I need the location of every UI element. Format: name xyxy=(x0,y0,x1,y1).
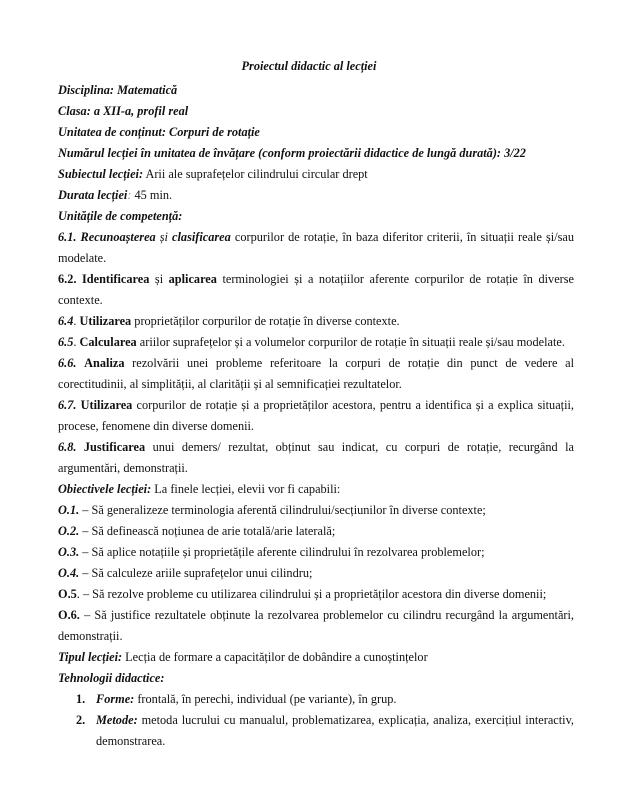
competence-item xyxy=(58,395,574,437)
objective-code: O.5 xyxy=(58,587,77,601)
document-title: Proiectul didactic al lecției xyxy=(241,59,377,73)
durata-line xyxy=(58,185,574,206)
durata-separator: : xyxy=(127,188,132,202)
competence-item xyxy=(58,227,574,269)
numarul-lectiei-line: Numărul lecției în unitatea de învățare (conform proiectării didactice de lungă durată): 3/22 xyxy=(58,146,526,160)
objective-item xyxy=(58,605,574,647)
competence-number: 6.8. xyxy=(58,440,77,454)
unitatea-line: Unitatea de conținut: Corpuri de rotație xyxy=(58,125,260,139)
competence-item xyxy=(58,353,574,395)
competence-keyword: clasificarea xyxy=(172,230,231,244)
competence-item xyxy=(58,332,574,353)
objective-item xyxy=(58,542,574,563)
competence-text: ariilor suprafețelor și a volumelor corpurilor de rotație în situații reale și/sau modelate. xyxy=(136,335,565,349)
competence-number: 6.2. xyxy=(58,272,77,286)
tipul-line xyxy=(58,647,574,668)
clasa-line: Clasa: a XII-a, profil real xyxy=(58,104,189,118)
tehnologii-item xyxy=(58,689,574,710)
competence-keyword: Justificarea xyxy=(83,440,146,454)
competence-keyword: Analiza xyxy=(84,356,125,370)
obiective-label: Obiectivele lecției: xyxy=(58,482,152,496)
objective-item xyxy=(58,584,574,605)
unitati-heading: Unitățile de competență: xyxy=(58,209,183,223)
tehnologii-item xyxy=(58,710,574,752)
competence-keyword: Identificarea xyxy=(81,272,150,286)
tehnologii-heading: Tehnologii didactice: xyxy=(58,671,165,685)
competence-number: 6.7. xyxy=(58,398,77,412)
objective-item xyxy=(58,521,574,542)
subiect-label: Subiectul lecției: xyxy=(58,167,144,181)
objective-code: O.1. xyxy=(58,503,80,517)
durata-value: 45 min. xyxy=(131,188,173,202)
competence-separator: . xyxy=(73,335,80,349)
competence-connector: și xyxy=(155,230,173,244)
objective-code: O.4. xyxy=(58,566,80,580)
objective-text: – Să justifice rezultatele obținute la rezolvarea problemelor cu cilindru recurgând la argumentări, demonstrații. xyxy=(58,608,574,643)
list-number: 1. xyxy=(76,692,86,706)
competence-item xyxy=(58,269,574,311)
competence-number: 6.1. xyxy=(58,230,77,244)
competence-item xyxy=(58,311,574,332)
subiect-line xyxy=(58,164,574,185)
tipul-label: Tipul lecției: xyxy=(58,650,123,664)
competence-keyword: Recunoașterea xyxy=(80,230,156,244)
durata-label: Durata lecției xyxy=(58,188,128,202)
objective-item xyxy=(58,563,574,584)
competence-text: proprietăților corpurilor de rotație în diverse contexte. xyxy=(131,314,400,328)
objective-text: . – Să rezolve probleme cu utilizarea cilindrului și a proprietăților acestora din diverse domenii; xyxy=(76,587,547,601)
obiective-value: La finele lecției, elevii vor fi capabili: xyxy=(151,482,341,496)
competence-connector: și xyxy=(149,272,169,286)
list-number: 2. xyxy=(76,713,86,727)
competence-text: unui demers/ rezultat, obținut sau indicat, cu corpuri de rotație, recurgând la argumentări, demonstrații. xyxy=(58,440,575,475)
objective-code: O.3. xyxy=(58,545,80,559)
competence-separator: . xyxy=(73,314,80,328)
competence-text: terminologiei și a notațiilor aferente corpurilor de rotație în diverse contexte. xyxy=(58,272,574,307)
competence-number: 6.6. xyxy=(58,356,77,370)
competence-keyword: Utilizarea xyxy=(79,314,132,328)
tehnologii-label: Forme: xyxy=(96,692,135,706)
competence-keyword: Calcularea xyxy=(79,335,137,349)
disciplina-line: Disciplina: Matematică xyxy=(58,83,178,97)
tehnologii-text: metoda lucrului cu manualul, problematizarea, explicația, analiza, exercițiul interactiv, demonstrarea. xyxy=(96,713,574,748)
tehnologii-text: frontală, în perechi, individual (pe variante), în grup. xyxy=(134,692,397,706)
competence-text: corpurilor de rotație și a proprietăților acestora, pentru a identifica și a explica situații, procese, fenomene din diverse domenii. xyxy=(58,398,574,433)
tehnologii-label: Metode: xyxy=(96,713,138,727)
competence-text: rezolvării unei probleme referitoare la corpuri de rotație din punct de vedere al corectitudinii, al simplității, al clarității și al semnificației rezultatelor. xyxy=(58,356,575,391)
objective-text: – Să definească noțiunea de arie totală/arie laterală; xyxy=(79,524,336,538)
competence-keyword: Utilizarea xyxy=(80,398,133,412)
objective-code: O.2. xyxy=(58,524,80,538)
objective-text: – Să aplice notațiile și proprietățile aferente cilindrului în rezolvarea problemelor; xyxy=(79,545,485,559)
objective-code: O.6. xyxy=(58,608,80,622)
obiective-line xyxy=(58,479,574,500)
tipul-value: Lecția de formare a capacităților de dobândire a cunoștințelor xyxy=(122,650,428,664)
document-body xyxy=(58,80,574,752)
objective-text: – Să calculeze ariile suprafețelor unui cilindru; xyxy=(79,566,313,580)
competence-item xyxy=(58,437,574,479)
competence-text: corpurilor de rotație, în baza diferitor criterii, în situații reale și/sau modelate. xyxy=(58,230,575,265)
competence-number: 6.5 xyxy=(58,335,74,349)
subiect-value: Arii ale suprafețelor cilindrului circular drept xyxy=(143,167,368,181)
competence-keyword: aplicarea xyxy=(168,272,217,286)
tehnologii-list xyxy=(58,689,574,752)
objective-text: – Să generalizeze terminologia aferentă cilindrului/secțiunilor în diverse contexte; xyxy=(79,503,486,517)
competence-number: 6.4 xyxy=(58,314,74,328)
objective-item xyxy=(58,500,574,521)
